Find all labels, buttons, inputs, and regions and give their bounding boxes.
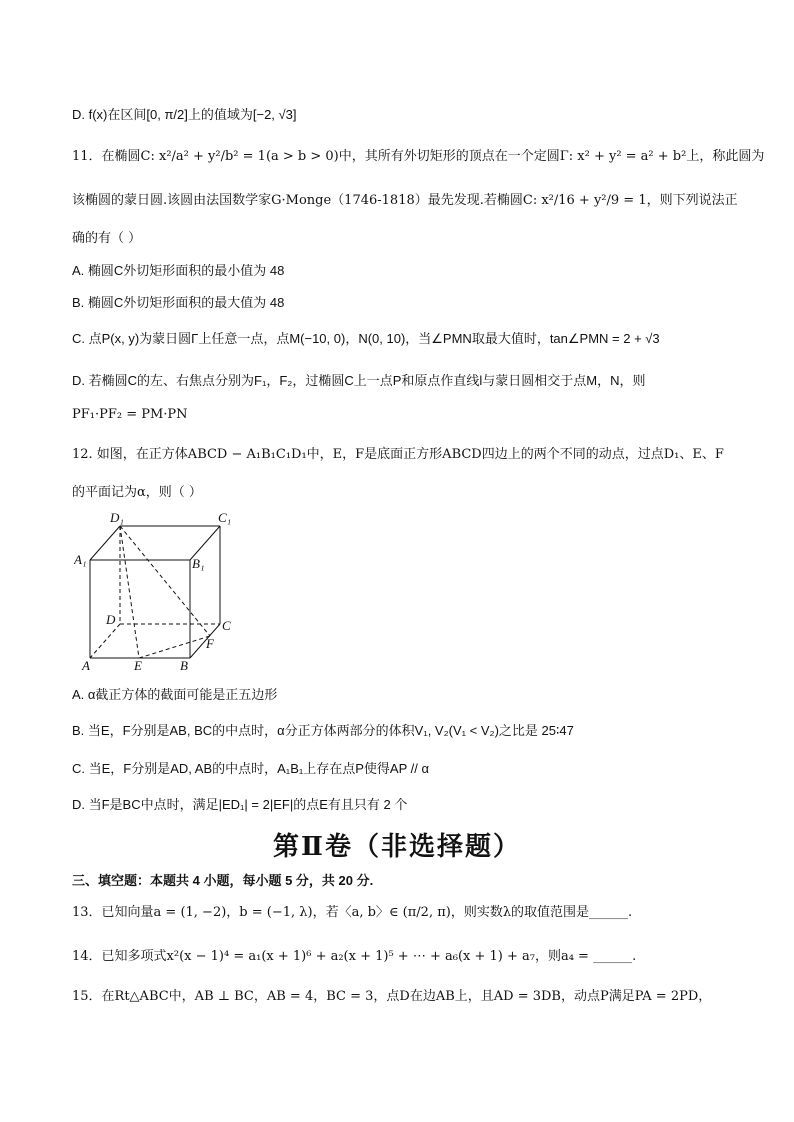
label-b: B: [180, 658, 188, 673]
section-title: 第Ⅱ卷（非选择题）: [273, 832, 521, 862]
label-b1: B₁: [192, 556, 205, 571]
q12-option-a: A. α截正方体的截面可能是正五边形: [72, 687, 278, 702]
q12-stem-line1: 12. 如图，在正方体ABCD − A₁B₁C₁D₁中，E，F是底面正方形ABCD四边上的两个不同的动点，过点D₁、E、F: [72, 447, 724, 462]
label-a: A: [82, 658, 90, 673]
label-d: D: [106, 612, 116, 627]
label-e: E: [134, 658, 142, 673]
q10-option-d: D. f(x)在区间[0, π/2]上的值域为[−2, √3]: [72, 107, 297, 122]
label-a1: A₁: [74, 552, 87, 567]
cube-figure: [74, 508, 244, 678]
label-d1: D₁: [110, 510, 124, 525]
section-header: 三、填空题：本题共 4 小题，每小题 5 分，共 20 分.: [72, 873, 374, 888]
label-f: F: [206, 636, 214, 651]
q13: 13．已知向量a = (1, −2)，b = (−1, λ)，若〈a, b〉∈ (π/2, π)，则实数λ的取值范围是______.: [72, 905, 633, 920]
q11-option-c: C. 点P(x, y)为蒙日圆Γ上任意一点，点M(−10, 0)，N(0, 10)，当∠PMN取最大值时，tan∠PMN = 2 + √3: [72, 331, 660, 346]
q11-stem-line2: 该椭圆的蒙日圆.该圆由法国数学家G·Monge（1746-1818）最先发现.若椭圆C: x²/16 + y²/9 = 1，则下列说法正: [72, 193, 738, 208]
q11-option-d-line1: D. 若椭圆C的左、右焦点分别为F₁，F₂，过椭圆C上一点P和原点作直线l与蒙日圆相交于点M，N，则: [72, 373, 646, 388]
q14: 14．已知多项式x²(x − 1)⁴ = a₁(x + 1)⁶ + a₂(x + 1)⁵ + ⋯ + a₆(x + 1) + a₇，则a₄ = ______.: [72, 949, 637, 964]
label-c: C: [222, 618, 231, 633]
q12-option-d: D. 当F是BC中点时，满足|ED₁| = 2|EF|的点E有且只有 2 个: [72, 797, 408, 812]
q12-option-c: C. 当E，F分别是AD, AB的中点时，A₁B₁上存在点P使得AP // α: [72, 761, 429, 776]
label-c1: C₁: [218, 510, 232, 525]
q11-stem-line1: 11．在椭圆C: x²/a² + y²/b² = 1(a > b > 0)中，其所有外切矩形的顶点在一个定圆Γ: x² + y² = a² + b²上，称此圆为: [72, 149, 765, 164]
q12-option-b: B. 当E，F分别是AB, BC的中点时，α分正方体两部分的体积V₁, V₂(V₁ < V₂)之比是 25∶47: [72, 723, 574, 738]
q15: 15．在Rt△ABC中，AB ⊥ BC，AB = 4，BC = 3，点D在边AB上，且AD = 3DB，动点P满足PA = 2PD，: [72, 989, 712, 1004]
q11-option-b: B. 椭圆C外切矩形面积的最大值为 48: [72, 295, 285, 310]
q11-stem-line3: 确的有（ ）: [72, 231, 142, 246]
q11-option-d-line2: PF₁·PF₂ = PM·PN: [72, 407, 188, 422]
q11-option-a: A. 椭圆C外切矩形面积的最小值为 48: [72, 263, 285, 278]
q12-stem-line2: 的平面记为α，则（ ）: [72, 485, 202, 500]
